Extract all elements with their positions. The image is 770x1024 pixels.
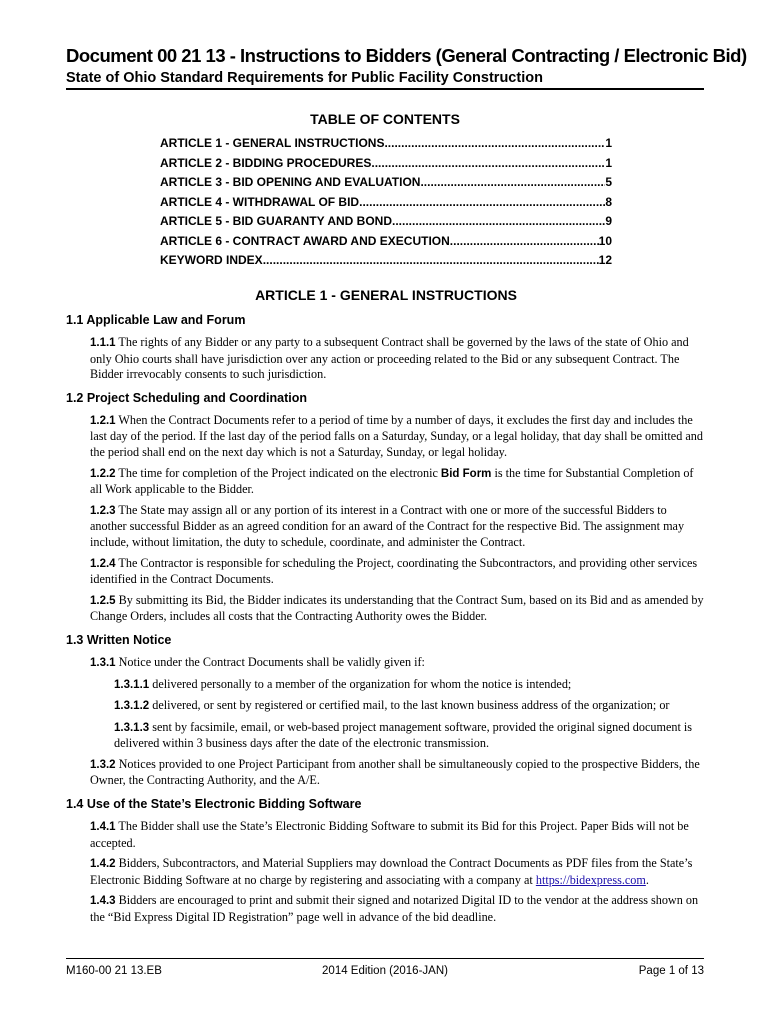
toc-leader	[450, 232, 599, 252]
paragraph-text: delivered personally to a member of the organization for whom the notice is intended;	[149, 676, 572, 691]
paragraph-text: The Bidder shall use the State’s Electronic Bidding Software to submit its Bid for this Project. Paper Bids will not be accepted.	[90, 819, 689, 850]
paragraph-number: 1.3.1.2	[114, 700, 150, 713]
paragraph-text: The rights of any Bidder or any party to a subsequent Contract shall be governed by the laws of the state of Ohio and only Ohio courts shall have jurisdiction over any action or proceeding related to the Bid or any subsequent Contract. The Bidder irrevocably consents to such jurisdiction.	[90, 335, 689, 382]
document-subtitle: State of Ohio Standard Requirements for Public Facility Construction	[66, 70, 543, 86]
paragraph-number: 1.3.1.1	[114, 678, 150, 691]
section-heading: 1.2 Project Scheduling and Coordination	[66, 390, 307, 405]
paragraph-number: 1.3.1	[90, 656, 116, 669]
paragraph-text: Notices provided to one Project Participant from another shall be simultaneously copied to the prospective Bidders, the Owner, the Contracting Authority, and the A/E.	[90, 756, 700, 788]
toc-leader	[359, 193, 605, 213]
paragraph	[90, 593, 704, 625]
toc-item-page: 10	[598, 233, 612, 248]
toc-item-title: KEYWORD INDEX	[160, 253, 263, 267]
paragraph-text: Notice under the Contract Documents shall be validly given if:	[115, 654, 425, 669]
paragraph	[90, 335, 704, 383]
toc-item[interactable]	[160, 173, 612, 193]
paragraph	[90, 413, 704, 461]
table-of-contents	[160, 134, 612, 271]
toc-item[interactable]	[160, 232, 612, 252]
subparagraph	[114, 677, 704, 694]
toc-item-page: 1	[605, 136, 612, 150]
paragraph-number: 1.2.4	[90, 557, 116, 570]
toc-leader	[263, 251, 599, 271]
footer-rule	[66, 958, 704, 959]
section-heading: 1.3 Written Notice	[66, 632, 172, 647]
toc-leader	[420, 173, 605, 193]
toc-leader	[384, 134, 605, 154]
toc-item-page: 5	[605, 175, 612, 189]
paragraph	[90, 466, 704, 498]
article-body	[66, 312, 704, 931]
subparagraph	[114, 720, 704, 752]
toc-item-title: ARTICLE 2 - BIDDING PROCEDURES	[160, 155, 372, 170]
toc-item-title: ARTICLE 3 - BID OPENING AND EVALUATION	[160, 175, 421, 189]
paragraph	[90, 819, 704, 851]
footer-document-id: M160-00 21 13.EB	[66, 965, 162, 977]
paragraph-number: 1.2.2	[90, 467, 116, 480]
paragraph-number: 1.4.2	[90, 858, 116, 871]
toc-item-page: 8	[605, 194, 612, 209]
toc-item-page: 1	[605, 155, 612, 170]
toc-item-title: ARTICLE 6 - CONTRACT AWARD AND EXECUTION	[160, 233, 450, 248]
bidexpress-link[interactable]: https://bidexpress.com	[535, 872, 646, 887]
paragraph-number: 1.3.2	[90, 758, 116, 771]
paragraph-number: 1.2.5	[90, 594, 116, 607]
paragraph	[90, 503, 704, 551]
paragraph-text: sent by facsimile, email, or web-based project management software, provided the original signed document is delivered within 3 business days after the date of the electronic transmission.	[114, 719, 693, 751]
toc-heading: TABLE OF CONTENTS	[310, 111, 460, 127]
toc-leader	[392, 212, 605, 232]
toc-item[interactable]	[160, 212, 612, 232]
paragraph-text: delivered, or sent by registered or certified mail, to the last known business address of the organization; or	[149, 698, 670, 713]
toc-item-page: 9	[605, 214, 612, 228]
toc-item-page: 12	[598, 253, 612, 267]
paragraph-number: 1.2.1	[90, 414, 116, 427]
paragraph-text: is the time for Substantial Completion of all Work applicable to the Bidder.	[90, 465, 694, 497]
paragraph-text: The Contractor is responsible for scheduling the Project, coordinating the Subcontractors, and providing other services identified in the Contract Documents.	[90, 555, 698, 587]
toc-item-title: ARTICLE 5 - BID GUARANTY AND BOND	[160, 214, 393, 228]
toc-item-title: ARTICLE 4 - WITHDRAWAL OF BID	[160, 194, 360, 209]
paragraph-text: Bidders are encouraged to print and submit their signed and notarized Digital ID to the vendor at the address shown on the “Bid Express Digital ID Registration” page well in advance of the bid deadline.	[90, 893, 699, 925]
toc-leader	[371, 154, 605, 174]
bid-form-term: Bid Form	[440, 467, 492, 480]
paragraph-text: When the Contract Documents refer to a period of time by a number of days, it excludes the first day and includes the last day of the period. If the last day of the period falls on a Saturday, Sunday, or a legal holiday, that day shall be omitted and the period shall end on the next day which is not a Saturday, Sunday, or legal holiday.	[90, 412, 703, 459]
paragraph-text: Bidders, Subcontractors, and Material Suppliers may download the Contract Documents as PDF files from the State’s Electronic Bidding Software at no charge by registering and associating with a company at	[90, 856, 693, 887]
document-title: Document 00 21 13 - Instructions to Bidders (General Contracting / Electronic Bid)	[66, 45, 747, 66]
paragraph	[90, 655, 704, 672]
paragraph	[90, 556, 704, 588]
toc-item[interactable]	[160, 154, 612, 174]
section-heading: 1.1 Applicable Law and Forum	[66, 313, 246, 327]
footer-edition: 2014 Edition (2016-JAN)	[322, 965, 448, 977]
paragraph	[90, 856, 704, 888]
toc-item-title: ARTICLE 1 - GENERAL INSTRUCTIONS	[160, 136, 385, 150]
paragraph-text: .	[645, 872, 649, 887]
header-rule	[66, 88, 704, 90]
paragraph-number: 1.2.3	[90, 504, 116, 517]
footer-page-number: Page 1 of 13	[638, 965, 704, 977]
paragraph-number: 1.1.1	[90, 337, 116, 349]
paragraph	[90, 757, 704, 789]
paragraph-text: The time for completion of the Project indicated on the electronic	[115, 465, 441, 480]
paragraph	[90, 893, 704, 925]
toc-item[interactable]	[160, 134, 612, 154]
article-heading: ARTICLE 1 - GENERAL INSTRUCTIONS	[255, 287, 517, 303]
paragraph-text: The State may assign all or any portion of its interest in a Contract with one or more of the successful Bidders to another successful Bidder as an agreed condition for an award of the Contract for the respective Bid. The assignment may include, without limitation, the duty to schedule, coordinate, and administer the Contract.	[90, 502, 685, 549]
toc-item[interactable]	[160, 251, 612, 271]
toc-item[interactable]	[160, 193, 612, 213]
section-heading: 1.4 Use of the State’s Electronic Bidding Software	[66, 797, 362, 812]
paragraph-text: By submitting its Bid, the Bidder indicates its understanding that the Contract Sum, based on its Bid and as amended by Change Orders, includes all costs that the Contracting Authority owes the Bidder.	[90, 592, 704, 624]
paragraph-number: 1.4.3	[90, 895, 116, 908]
paragraph-number: 1.3.1.3	[114, 721, 150, 734]
paragraph-number: 1.4.1	[90, 821, 116, 834]
subparagraph	[114, 698, 704, 715]
